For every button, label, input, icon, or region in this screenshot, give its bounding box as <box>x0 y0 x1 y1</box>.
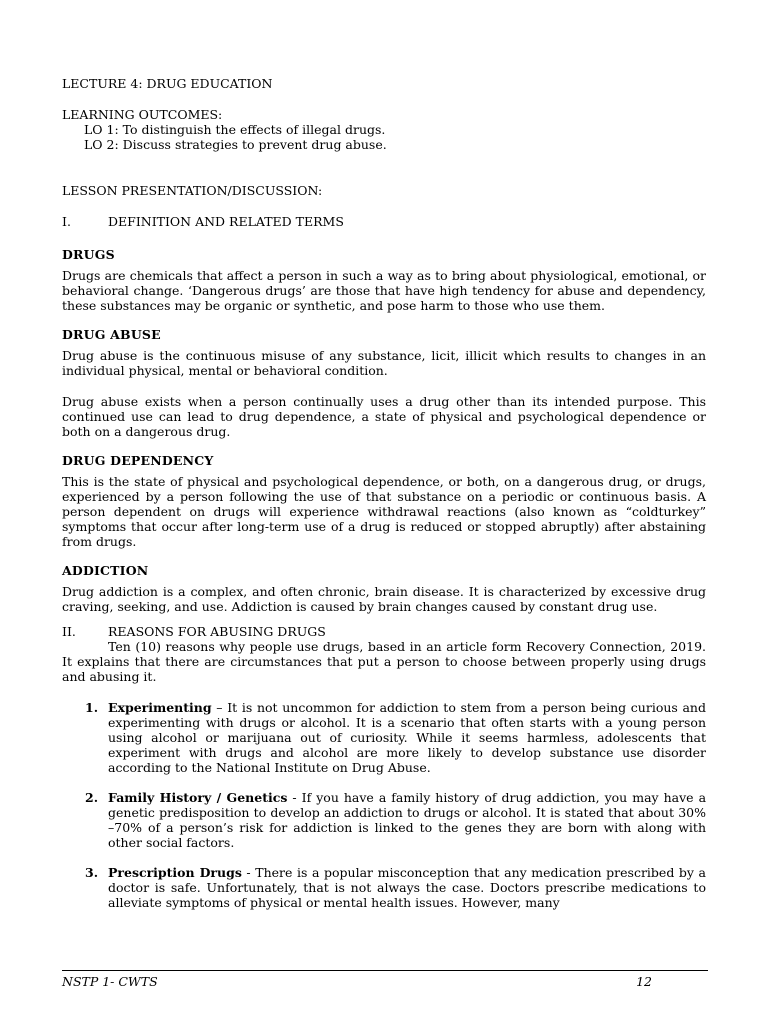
reason-title: Prescription Drugs <box>108 865 242 880</box>
reason-number: 3. <box>85 865 99 880</box>
section-2-heading <box>62 624 706 639</box>
reason-number: 1. <box>85 700 99 715</box>
section-1-heading <box>62 214 706 229</box>
section-2-intro: Ten (10) reasons why people use drugs, based in an article form Recovery Connection, 2019. It explains that there are circumstances that put a person to choose between properly using drugs and abusing it. <box>62 639 706 684</box>
page-footer <box>62 970 708 989</box>
section-1-numeral: I. <box>62 214 71 229</box>
reason-title: Family History / Genetics <box>108 790 288 805</box>
lecture-title: LECTURE 4: DRUG EDUCATION <box>62 76 273 91</box>
reason-text: If you have a family history of drug addiction, you may have a genetic predisposition to develop an addiction to drugs or alcohol. It is stated that about 30% –70% of a person’s risk for addiction is linked to the genes they are born with along with other social factors. <box>108 790 707 850</box>
list-item <box>85 790 707 850</box>
drug-dependency-text: This is the state of physical and psychological dependence, or both, on a dangerous drug, or drugs, experienced by a person following the use of that substance on a periodic or continuous basis. A person dependent on drugs will experience withdrawal reactions (also known as “coldturkey” symptoms that occur after long-term use of a drug is reduced or stopped abruptly) after abstaining from drugs. <box>62 474 706 549</box>
reason-title: Experimenting <box>108 700 212 715</box>
lesson-heading: LESSON PRESENTATION/DISCUSSION: <box>62 183 323 198</box>
reason-separator: – <box>211 700 228 715</box>
reason-text: There is a popular misconception that any medication prescribed by a doctor is safe. Unfortunately, that is not always the case. Doctors prescribe medications to alleviate symptoms of physical or mental health issues. However, many <box>108 865 706 910</box>
drug-abuse-text-2: Drug abuse exists when a person continually uses a drug other than its intended purpose. This continued use can lead to drug dependence, a state of physical and psychological dependence or both on a dangerous drug. <box>62 394 706 439</box>
learning-outcomes-heading: LEARNING OUTCOMES: <box>62 107 223 122</box>
list-item <box>85 865 706 910</box>
learning-outcome-1: LO 1: To distinguish the effects of illegal drugs. <box>84 122 386 137</box>
reason-separator: - <box>241 865 256 880</box>
section-2-numeral: II. <box>62 624 76 639</box>
footer-course: NSTP 1- CWTS <box>62 974 158 989</box>
section-1-title: DEFINITION AND RELATED TERMS <box>108 214 344 229</box>
drugs-heading: DRUGS <box>62 247 115 262</box>
reason-separator: - <box>287 790 302 805</box>
document-page <box>62 76 706 925</box>
drugs-text: Drugs are chemicals that affect a person in such a way as to bring about physiological, emotional, or behavioral change. ‘Dangerous drugs’ are those that have high tendency for abuse and dependency, these substances may be organic or synthetic, and pose harm to those who use them. <box>62 268 706 313</box>
drug-abuse-heading: DRUG ABUSE <box>62 327 161 342</box>
reason-number: 2. <box>85 790 99 805</box>
drug-dependency-heading: DRUG DEPENDENCY <box>62 453 214 468</box>
section-2-title: REASONS FOR ABUSING DRUGS <box>108 624 326 639</box>
list-item <box>85 700 706 775</box>
reasons-list <box>62 700 706 910</box>
page-number: 12 <box>636 974 652 989</box>
addiction-text: Drug addiction is a complex, and often chronic, brain disease. It is characterized by excessive drug craving, seeking, and use. Addiction is caused by brain changes caused by constant drug use. <box>62 584 706 614</box>
reason-text: It is not uncommon for addiction to stem from a person being curious and experimenting with drugs or alcohol. It is a scenario that often starts with a young person using alcohol or marijuana out of curiosity. While it seems harmless, adolescents that experiment with drugs and alcohol are more likely to develop substance use disorder according to the National Institute on Drug Abuse. <box>108 700 706 775</box>
learning-outcome-2: LO 2: Discuss strategies to prevent drug abuse. <box>84 137 387 152</box>
addiction-heading: ADDICTION <box>62 563 149 578</box>
drug-abuse-text-1: Drug abuse is the continuous misuse of any substance, licit, illicit which results to changes in an individual physical, mental or behavioral condition. <box>62 348 706 378</box>
